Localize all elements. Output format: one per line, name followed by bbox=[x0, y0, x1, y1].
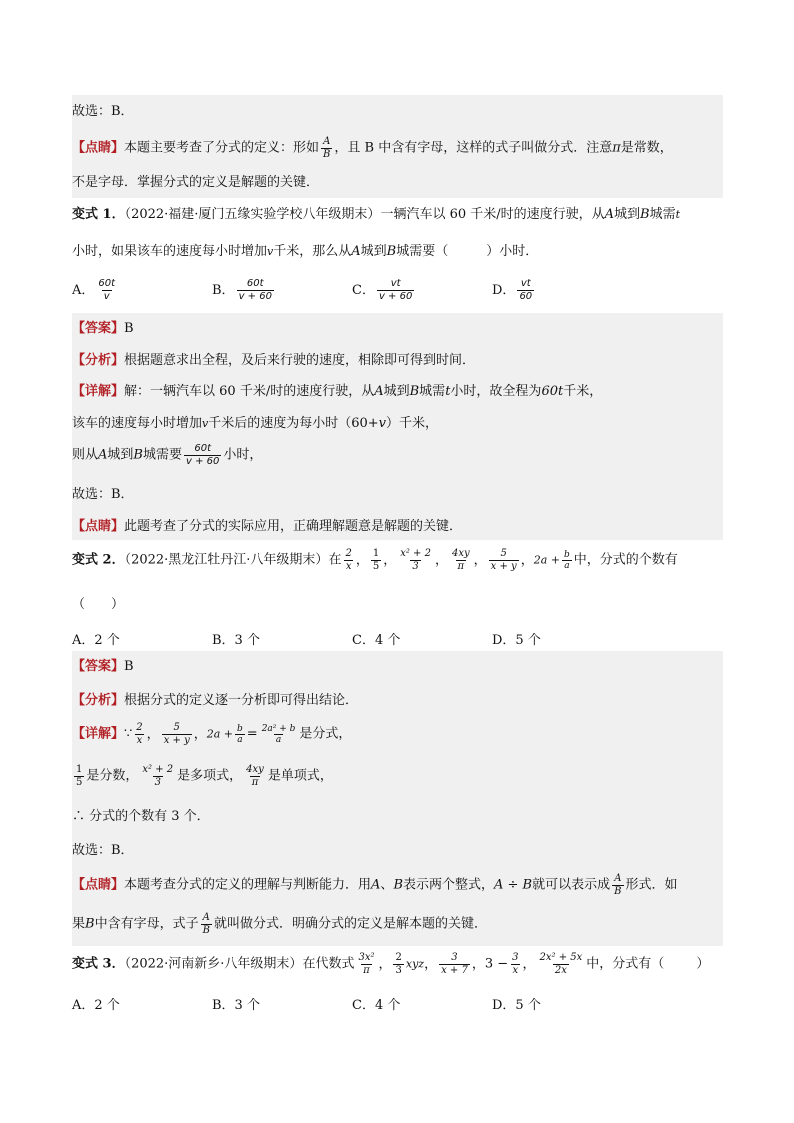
variant1-answer: 【答案】B bbox=[72, 321, 134, 336]
option-a[interactable]: A．2 个 bbox=[72, 998, 120, 1013]
variant3-question: 变式 3．（2022·河南新乡·八年级期末）在代数式 $\frac{\text{3x²}}{\pi}$ ， $\frac{2}{3}$ xyz， $\frac{3}{x + 7}$ ，3 − $\frac{3}{x}$ ， $\frac{\text{2x² + 5x}}{2x}$ 中，分式有（ ） bbox=[72, 952, 710, 976]
variant2-comment-line-2: 果B中含有字母，式子 $\frac{A}{B}$ 就叫做分式．明确分式的定义是解本题的关键． bbox=[72, 912, 487, 936]
variant1-choice: 故选：B． bbox=[72, 487, 134, 502]
option-a[interactable]: A． $\frac{60t}{v}$ bbox=[72, 278, 116, 302]
variant2-detail-line-2: $\frac{1}{5}$ 是分数， $\frac{\text{x² + 2}}{3}$ 是多项式， $\frac{4xy}{\pi}$ 是单项式， bbox=[76, 764, 333, 788]
option-c[interactable]: C．4 个 bbox=[352, 998, 401, 1013]
variant1-question-line-2: 小时，如果该车的速度每小时增加$^v$千米，那么从A城到B城需要（ ）小时． bbox=[72, 244, 539, 259]
variant2-choice: 故选：B． bbox=[72, 843, 134, 858]
variant2-answer: 【答案】B bbox=[72, 659, 134, 674]
prev-comment-line-2: 不是字母．掌握分式的定义是解题的关键． bbox=[72, 175, 320, 190]
fraction-a-over-b: $\frac{A}{B}$ bbox=[323, 136, 331, 160]
variant1-detail-line-2: 该车的速度每小时增加$^v$千米后的速度为每小时（60+v）千米， bbox=[72, 416, 439, 431]
comment-tag: 【点睛】 bbox=[72, 140, 125, 156]
variant2-question-line-2: （ ） bbox=[72, 597, 125, 612]
variant1-detail-line-1: 【详解】解：一辆汽车以 60 千米/时的速度行驶，从A城到B城需t小时，故全程为60t千米， bbox=[72, 384, 603, 399]
option-d[interactable]: D．5 个 bbox=[492, 998, 541, 1013]
variant3-options bbox=[72, 997, 723, 1016]
variant3-label: 变式 3． bbox=[72, 956, 125, 972]
option-b[interactable]: B．3 个 bbox=[212, 633, 260, 648]
prev-comment-line-1: 【点睛】本题主要考查了分式的定义：形如 $\frac{A}{B}$ ，且 B 中含有字母，这样的式子叫做分式．注意π是常数， bbox=[72, 136, 673, 160]
variant1-options bbox=[72, 278, 723, 306]
variant1-detail-line-3: 则从A城到B城需要 $\frac{60t}{v + 60}$ 小时， bbox=[72, 443, 263, 467]
variant2-label: 变式 2． bbox=[72, 552, 125, 568]
prev-choice-line: 故选：B． bbox=[72, 104, 134, 119]
variant2-detail-line-3: ∴ 分式的个数有 3 个． bbox=[72, 809, 210, 824]
variant2-options bbox=[72, 632, 723, 651]
option-d[interactable]: D．5 个 bbox=[492, 633, 541, 648]
option-a[interactable]: A．2 个 bbox=[72, 633, 120, 648]
variant1-analysis: 【分析】根据题意求出全程，及后来行驶的速度，相除即可得到时间． bbox=[72, 353, 476, 368]
variant2-comment-line-1: 【点睛】本题考查分式的定义的理解与判断能力．用A、B表示两个整式，A ÷ B就可以表示成 $\frac{A}{B}$ 形式．如 bbox=[72, 873, 678, 897]
option-b[interactable]: B． $\frac{60t}{v + 60}$ bbox=[212, 278, 272, 302]
variant1-comment: 【点睛】此题考查了分式的实际应用，正确理解题意是解题的关键． bbox=[72, 519, 463, 534]
variant2-detail-line-1: 【详解】∵ $\frac{2}{x}$ ， $\frac{5}{x + y}$ ，2a + $\frac{b}{a}$ = $\frac{\text{2a² + b}}{a}$ 是分式， bbox=[72, 722, 352, 746]
variant1-label: 变式 1． bbox=[72, 207, 125, 222]
option-c[interactable]: C． $\frac{vt}{v + 60}$ bbox=[352, 278, 413, 302]
option-c[interactable]: C．4 个 bbox=[352, 633, 401, 648]
option-b[interactable]: B．3 个 bbox=[212, 998, 260, 1013]
variant2-question-line-1: 变式 2．（2022·黑龙江牡丹江·八年级期末）在 $\frac{2}{x}$ ， $\frac{1}{5}$ ， $\frac{\text{x² + 2}}{3}$ ， $\frac{4xy}{\pi}$ ， $\frac{5}{x + y}$ ，2a + $\frac{b}{a}$ 中，分式的个数有 bbox=[72, 548, 678, 572]
option-d[interactable]: D． $\frac{vt}{60}$ bbox=[492, 278, 533, 302]
variant2-analysis: 【分析】根据分式的定义逐一分析即可得出结论． bbox=[72, 693, 359, 708]
variant1-question-line-1: 变式 1．（2022·福建·厦门五缘实验学校八年级期末）一辆汽车以 60 千米/时的速度行驶，从A城到B城需$^t$ bbox=[72, 207, 681, 222]
